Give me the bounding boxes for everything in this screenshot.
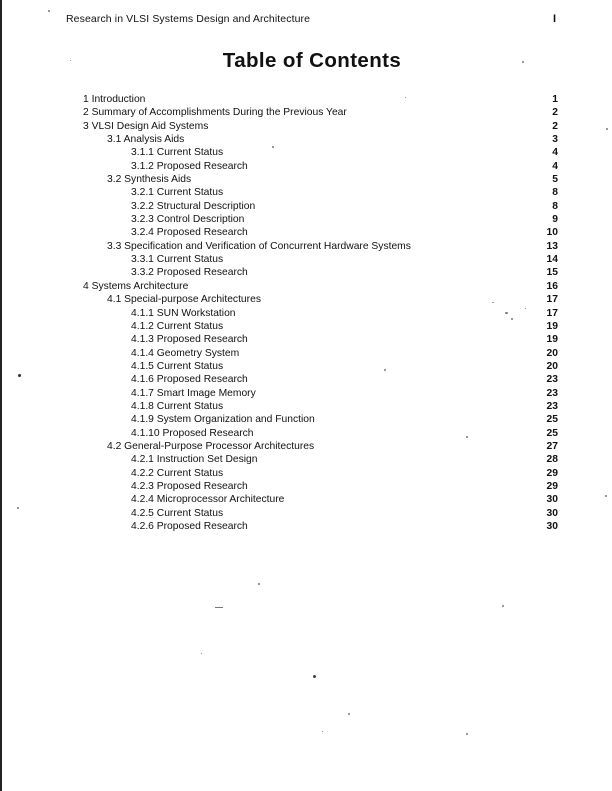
- toc-entry-page: 1: [552, 94, 558, 105]
- toc-entry: [83, 307, 558, 320]
- toc-entry-title: 4.1.1 SUN Workstation: [131, 307, 236, 319]
- toc-entry-page: 20: [546, 347, 558, 359]
- toc-entry-title: 4.2.1 Instruction Set Design: [131, 454, 258, 466]
- toc-entry-title: 3.2.2 Structural Description: [131, 200, 256, 212]
- toc-entry-title: 3.2.4 Proposed Research: [131, 227, 248, 239]
- toc-entry: [83, 240, 558, 253]
- toc-entry-page: 25: [546, 427, 558, 439]
- toc-entry-title: 4.2.2 Current Status: [131, 467, 224, 479]
- toc-entry: [83, 133, 558, 146]
- toc-entry-title: 3.3.2 Proposed Research: [131, 267, 248, 279]
- toc-entry-page: 3: [552, 134, 558, 146]
- toc-entry: [83, 427, 558, 440]
- toc-entry: [83, 347, 558, 360]
- toc-entry-title: 4.1.10 Proposed Research: [131, 427, 254, 439]
- toc-entry: [83, 293, 558, 306]
- toc-entry-title: 3 VLSI Design Aid Systems: [83, 120, 209, 132]
- scan-speck: [322, 731, 323, 732]
- toc-entry-page: 8: [552, 200, 558, 212]
- toc-entry-page: 29: [546, 467, 558, 479]
- toc-entry-page: 30: [546, 507, 558, 519]
- scan-speck: [18, 374, 21, 377]
- toc-entry: [83, 453, 558, 466]
- toc-entry-page: 5: [552, 174, 558, 186]
- toc-entry: [83, 173, 558, 186]
- scan-speck: [466, 733, 468, 735]
- toc-entry: [83, 413, 558, 426]
- toc-entry-page: 30: [546, 521, 558, 532]
- toc-entry-title: 1 Introduction: [83, 94, 146, 105]
- scan-speck: [466, 436, 468, 438]
- toc-entry: [83, 200, 558, 213]
- toc-entry: [83, 253, 558, 266]
- toc-entry-title: 4.1.3 Proposed Research: [131, 334, 248, 346]
- toc-entry: [83, 266, 558, 279]
- toc-entry: [83, 226, 558, 239]
- scan-speck: [348, 713, 350, 715]
- toc-entry-page: 4: [552, 147, 558, 159]
- toc-entry-page: 2: [552, 107, 558, 119]
- toc-entry: [83, 480, 558, 493]
- toc-entry-title: 3.3.1 Current Status: [131, 254, 224, 266]
- toc-entry-title: 3.1 Analysis Aids: [107, 134, 185, 146]
- scan-speck: [48, 10, 50, 12]
- toc-entry: [83, 507, 558, 520]
- toc-entry: [83, 106, 558, 119]
- toc-entry-title: 3.1.2 Proposed Research: [131, 160, 248, 172]
- scan-speck: [405, 97, 406, 98]
- scan-speck: [384, 369, 386, 371]
- toc-entry: [83, 360, 558, 373]
- toc-entry: [83, 467, 558, 480]
- scan-speck: [215, 607, 223, 608]
- scan-speck: [258, 583, 260, 585]
- toc-entry-title: 4.1 Special-purpose Architectures: [107, 294, 261, 306]
- toc-entry: [83, 213, 558, 226]
- scan-speck: [201, 653, 202, 654]
- toc-entry-title: 3.1.1 Current Status: [131, 147, 224, 159]
- toc-entry-page: 9: [552, 214, 558, 226]
- toc-entry-page: 19: [546, 334, 558, 346]
- toc-entry: [83, 186, 558, 199]
- toc-entry-page: 17: [546, 294, 558, 306]
- toc-entry-page: 27: [546, 440, 558, 452]
- toc-entry-title: 4 Systems Architecture: [83, 280, 189, 292]
- toc-entry-title: 4.2.6 Proposed Research: [131, 521, 248, 532]
- toc-entry-page: 23: [546, 374, 558, 386]
- toc-entry: [83, 400, 558, 413]
- scan-speck: [492, 302, 494, 303]
- toc-entry-title: 3.2 Synthesis Aids: [107, 174, 192, 186]
- scan-speck: [525, 308, 526, 309]
- toc-entry-title: 4.1.4 Geometry System: [131, 347, 240, 359]
- toc-entry: [83, 280, 558, 293]
- toc-entry-page: 28: [546, 454, 558, 466]
- scan-speck: [511, 318, 513, 320]
- toc-entry: [83, 440, 558, 453]
- scan-speck: [313, 675, 316, 678]
- toc-entry-title: 3.2.3 Control Description: [131, 214, 245, 226]
- toc-entry: [83, 333, 558, 346]
- scan-speck: [70, 60, 71, 61]
- toc-entry-title: 4.2.4 Microprocessor Architecture: [131, 494, 285, 506]
- toc-entry-page: 4: [552, 160, 558, 172]
- toc-entry-title: 4.2.5 Current Status: [131, 507, 224, 519]
- toc-entry-title: 3.3 Specification and Verification of Concurrent Hardware Systems: [107, 240, 411, 252]
- toc-entry: [83, 160, 558, 173]
- page-number: I: [553, 13, 557, 25]
- toc-entry-title: 4.2.3 Proposed Research: [131, 480, 248, 492]
- toc-entry-page: 15: [546, 267, 558, 279]
- toc-entry-page: 30: [546, 494, 558, 506]
- toc-entry-page: 10: [546, 227, 558, 239]
- toc-entry-title: 4.2 General-Purpose Processor Architectures: [107, 440, 315, 452]
- toc-entry: [83, 520, 558, 533]
- scan-speck: [606, 128, 608, 130]
- toc-entry-page: 2: [552, 120, 558, 132]
- toc-entry-page: 29: [546, 480, 558, 492]
- toc-entry: [83, 320, 558, 333]
- toc-entry: [83, 146, 558, 159]
- page-left-border: [0, 0, 2, 791]
- toc-entry-page: 19: [546, 320, 558, 332]
- scan-speck: [272, 146, 274, 148]
- toc-entry-title: 2 Summary of Accomplishments During the Previous Year: [83, 107, 347, 119]
- toc-entry: [83, 93, 558, 106]
- toc-entry-title: 4.1.2 Current Status: [131, 320, 224, 332]
- scan-speck: [605, 495, 607, 497]
- toc-entry: [83, 387, 558, 400]
- toc-entry: [83, 493, 558, 506]
- toc-entry-page: 13: [546, 240, 558, 252]
- toc-entry-title: 4.1.8 Current Status: [131, 400, 224, 412]
- toc-entry-title: 4.1.9 System Organization and Function: [131, 414, 315, 426]
- running-header: Research in VLSI Systems Design and Architecture: [66, 13, 311, 25]
- page-title: Table of Contents: [222, 49, 402, 72]
- scan-speck: [522, 61, 524, 63]
- toc-entry-page: 16: [546, 280, 558, 292]
- table-of-contents: [83, 93, 558, 533]
- scan-speck: [505, 312, 508, 314]
- toc-entry-title: 4.1.6 Proposed Research: [131, 374, 248, 386]
- toc-entry: [83, 373, 558, 386]
- toc-entry-page: 23: [546, 387, 558, 399]
- scan-speck: [502, 605, 504, 607]
- toc-entry-page: 23: [546, 400, 558, 412]
- toc-entry: [83, 120, 558, 133]
- toc-entry-page: 20: [546, 360, 558, 372]
- toc-entry-page: 25: [546, 414, 558, 426]
- toc-entry-title: 3.2.1 Current Status: [131, 187, 224, 199]
- toc-entry-title: 4.1.5 Current Status: [131, 360, 224, 372]
- toc-entry-title: 4.1.7 Smart Image Memory: [131, 387, 256, 399]
- toc-entry-page: 17: [546, 307, 558, 319]
- toc-entry-page: 14: [546, 254, 558, 266]
- scan-speck: [17, 507, 19, 509]
- toc-entry-page: 8: [552, 187, 558, 199]
